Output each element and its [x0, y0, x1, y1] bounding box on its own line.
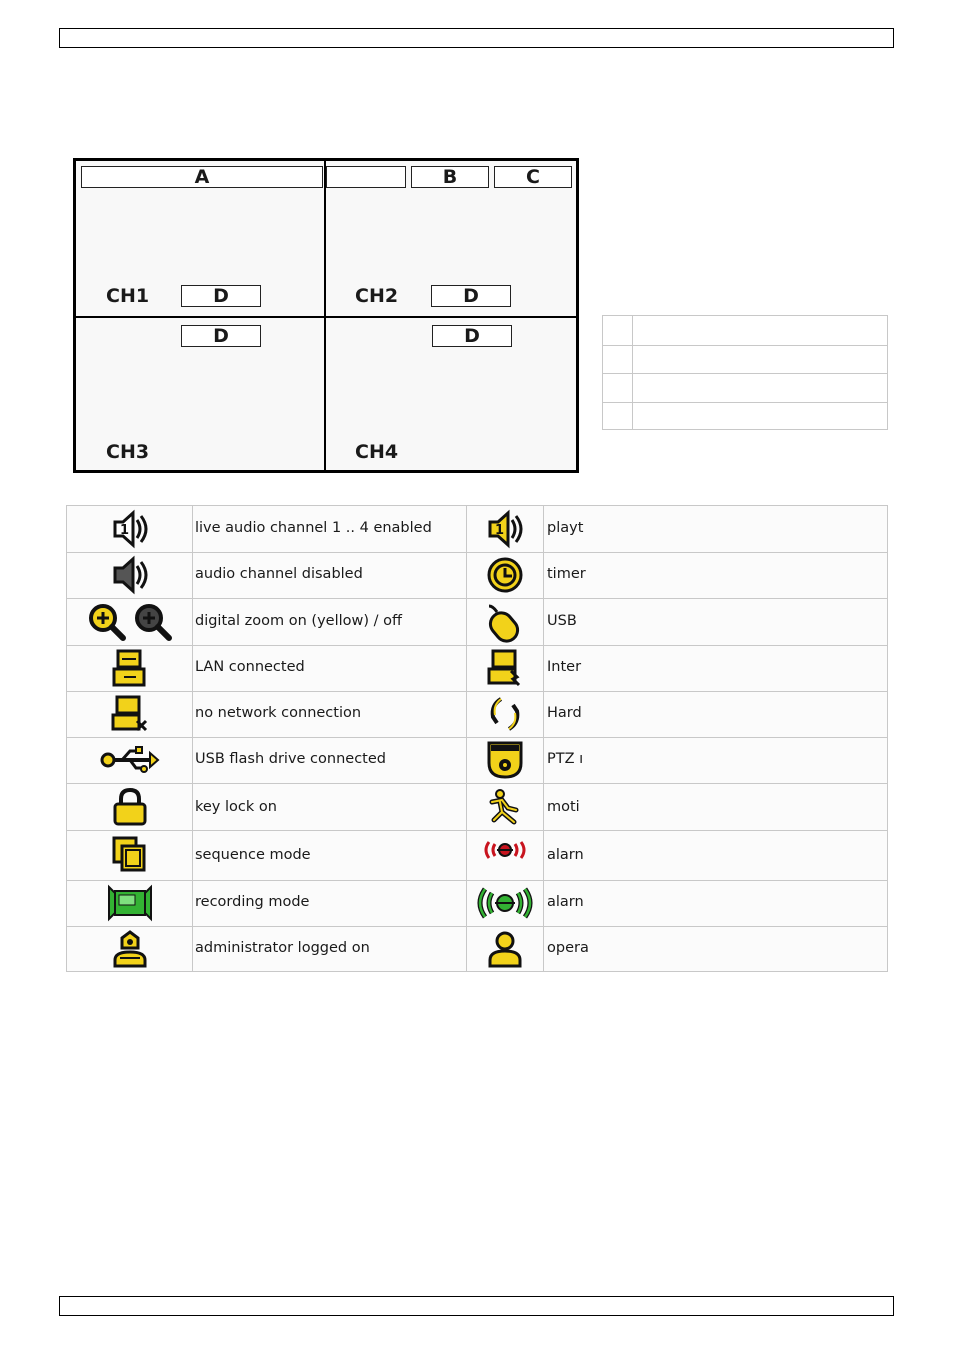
- legend-row-divider: [603, 402, 887, 403]
- legend-table: [602, 315, 888, 430]
- icon-description: audio channel disabled: [195, 566, 363, 582]
- audio-off-icon: [67, 552, 192, 598]
- label-d: D: [463, 285, 479, 307]
- svg-text:1: 1: [119, 523, 129, 538]
- label-a: A: [194, 166, 210, 188]
- icon-description: recording mode: [195, 894, 310, 910]
- label-c: C: [526, 166, 540, 188]
- icon-description: USB: [547, 613, 577, 629]
- channel-label-3: CH3: [106, 441, 150, 463]
- label-d: D: [213, 325, 229, 347]
- admin-user-icon: [67, 926, 192, 972]
- icon-description: opera: [547, 940, 589, 956]
- icon-description: PTZ ı: [547, 751, 584, 767]
- icon-description: alarn: [547, 847, 584, 863]
- icon-description: timer: [547, 566, 586, 582]
- no-network-icon: [67, 691, 192, 737]
- column-divider: [543, 506, 544, 971]
- usb-flash-icon: [67, 737, 192, 783]
- zoom-icon: [67, 598, 192, 645]
- label-box-empty: [326, 166, 406, 188]
- audio-on-icon: [67, 506, 192, 552]
- icon-description: sequence mode: [195, 847, 311, 863]
- key-lock-icon: [67, 783, 192, 830]
- label-d: D: [213, 285, 229, 307]
- icon-description: USB flash drive connected: [195, 751, 386, 767]
- sequence-icon: [67, 830, 192, 880]
- label-box-d-ch2: [431, 285, 511, 307]
- motion-icon: [467, 783, 543, 830]
- icon-description: live audio channel 1 .. 4 enabled: [195, 520, 432, 536]
- icon-description: no network connection: [195, 705, 362, 721]
- label-b: B: [442, 166, 458, 188]
- internet-icon: [467, 645, 543, 691]
- label-box-d-ch3: [181, 325, 261, 347]
- alarm-red-icon: [467, 830, 543, 870]
- icon-description: alarn: [547, 894, 584, 910]
- timer-clock-icon: [467, 552, 543, 598]
- svg-text:1: 1: [495, 523, 505, 538]
- icon-description: LAN connected: [195, 659, 305, 675]
- icon-description-table: [66, 505, 888, 972]
- zoom-off-icon: [133, 602, 173, 642]
- alarm-green-icon: [467, 880, 543, 926]
- label-box-b: [411, 166, 489, 188]
- icon-description: playt: [547, 520, 584, 536]
- column-divider: [192, 506, 193, 971]
- page-footer-frame: [59, 1296, 894, 1316]
- label-box-c: [494, 166, 572, 188]
- zoom-on-icon: [87, 602, 127, 642]
- icon-description: administrator logged on: [195, 940, 370, 956]
- playback-audio-icon: [467, 506, 543, 552]
- channel-label-4: CH4: [355, 441, 399, 463]
- usb-mouse-icon: [467, 598, 543, 645]
- quad-divider-horizontal: [76, 316, 576, 318]
- label-box-a: [81, 166, 323, 188]
- label-box-d-ch4: [432, 325, 512, 347]
- operator-user-icon: [467, 926, 543, 972]
- ptz-camera-icon: [467, 737, 543, 783]
- label-box-d-ch1: [181, 285, 261, 307]
- page-header-frame: [59, 28, 894, 48]
- icon-description: digital zoom on (yellow) / off: [195, 613, 403, 629]
- screen-layout-diagram: [73, 158, 579, 473]
- icon-description: key lock on: [195, 799, 277, 815]
- legend-row-divider: [603, 345, 887, 346]
- legend-row-divider: [603, 373, 887, 374]
- label-d: D: [464, 325, 480, 347]
- icon-description: moti: [547, 799, 580, 815]
- recording-icon: [67, 880, 192, 926]
- channel-label-2: CH2: [355, 285, 399, 307]
- icon-description: Hard: [547, 705, 582, 721]
- channel-label-1: CH1: [106, 285, 150, 307]
- icon-description: Inter: [547, 659, 582, 675]
- lan-connected-icon: [67, 645, 192, 691]
- hdd-overwrite-icon: [467, 691, 543, 737]
